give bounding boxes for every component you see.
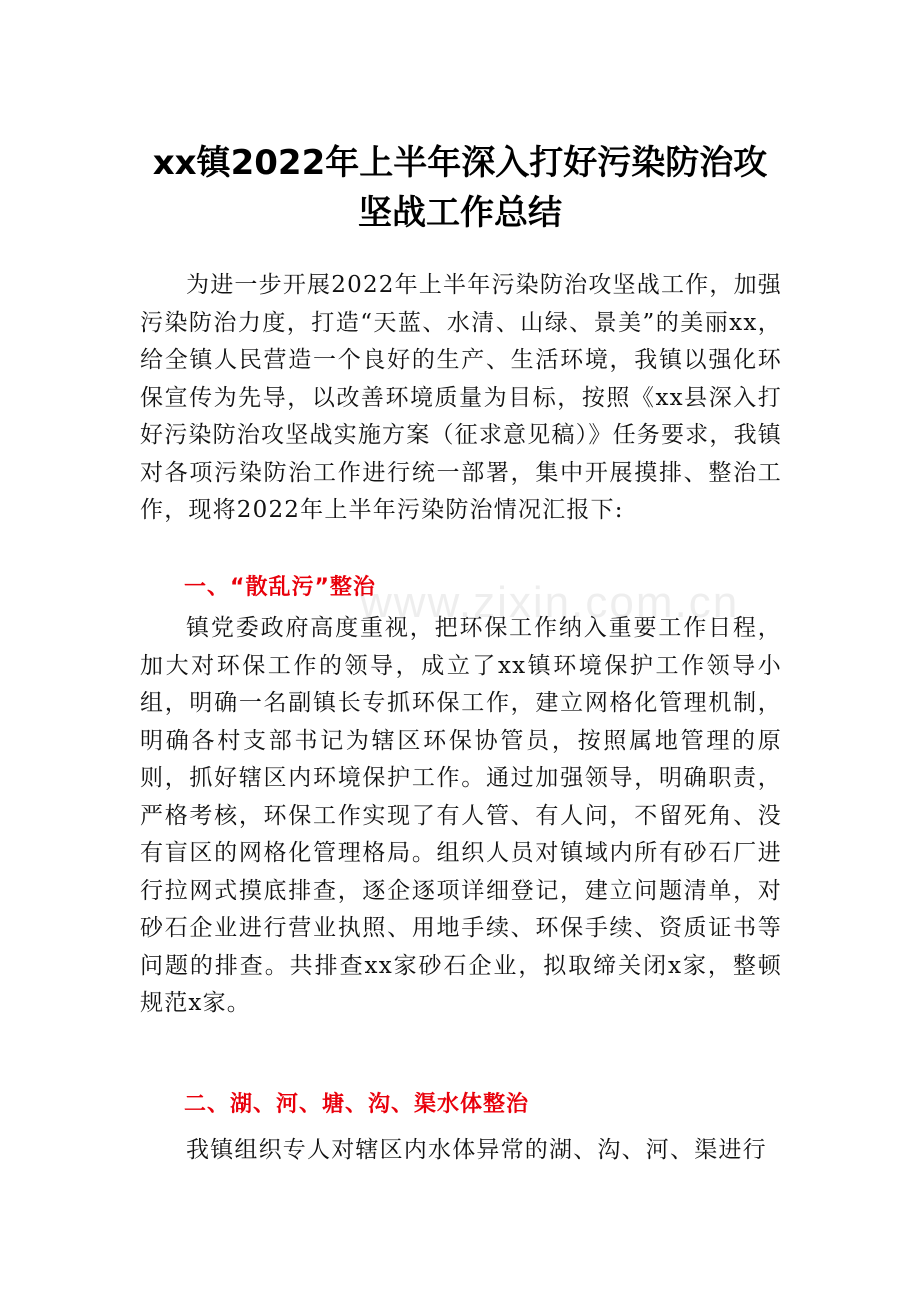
document-title: xx镇2022年上半年深入打好污染防治攻坚战工作总结: [152, 143, 768, 233]
section-body-1: 镇党委政府高度重视，把环保工作纳入重要工作日程，加大对环保工作的领导，成立了xx镇环境保护工作领导小组，明确一名副镇长专抓环保工作，建立网格化管理机制，明确各村支部书记为辖区环保协管员，按照属地管理的原则，抓好辖区内环境保护工作。通过加强领导，明确职责，严格考核，环保工作实现了有人管、有人问，不留死角、没有盲区的网格化管理格局。组织人员对镇域内所有砂石厂进行拉网式摸底排查，逐企逐项详细登记，建立问题清单，对砂石企业进行营业执照、用地手续、环保手续、资质证书等问题的排查。共排查xx家砂石企业，拟取缔关闭x家，整顿规范x家。: [140, 615, 782, 1016]
section-body-2: 我镇组织专人对辖区内水体异常的湖、沟、河、渠进行: [186, 1137, 767, 1163]
intro-paragraph: 为进一步开展2022年上半年污染防治攻坚战工作，加强污染防治力度，打造“天蓝、水清、山绿、景美”的美丽xx，给全镇人民营造一个良好的生产、生活环境，我镇以强化环保宣传为先导，以改善环境质量为目标，按照《xx县深入打好污染防治攻坚战实施方案（征求意见稿）》任务要求，我镇对各项污染防治工作进行统一部署，集中开展摸排、整治工作，现将2022年上半年污染防治情况汇报下:: [140, 272, 782, 523]
watermark: www.zixin.com.cn: [360, 578, 740, 627]
section-heading-2: 二、湖、河、塘、沟、渠水体整治: [184, 1092, 530, 1117]
section-heading-1: 一、“散乱污”整治: [184, 575, 376, 600]
